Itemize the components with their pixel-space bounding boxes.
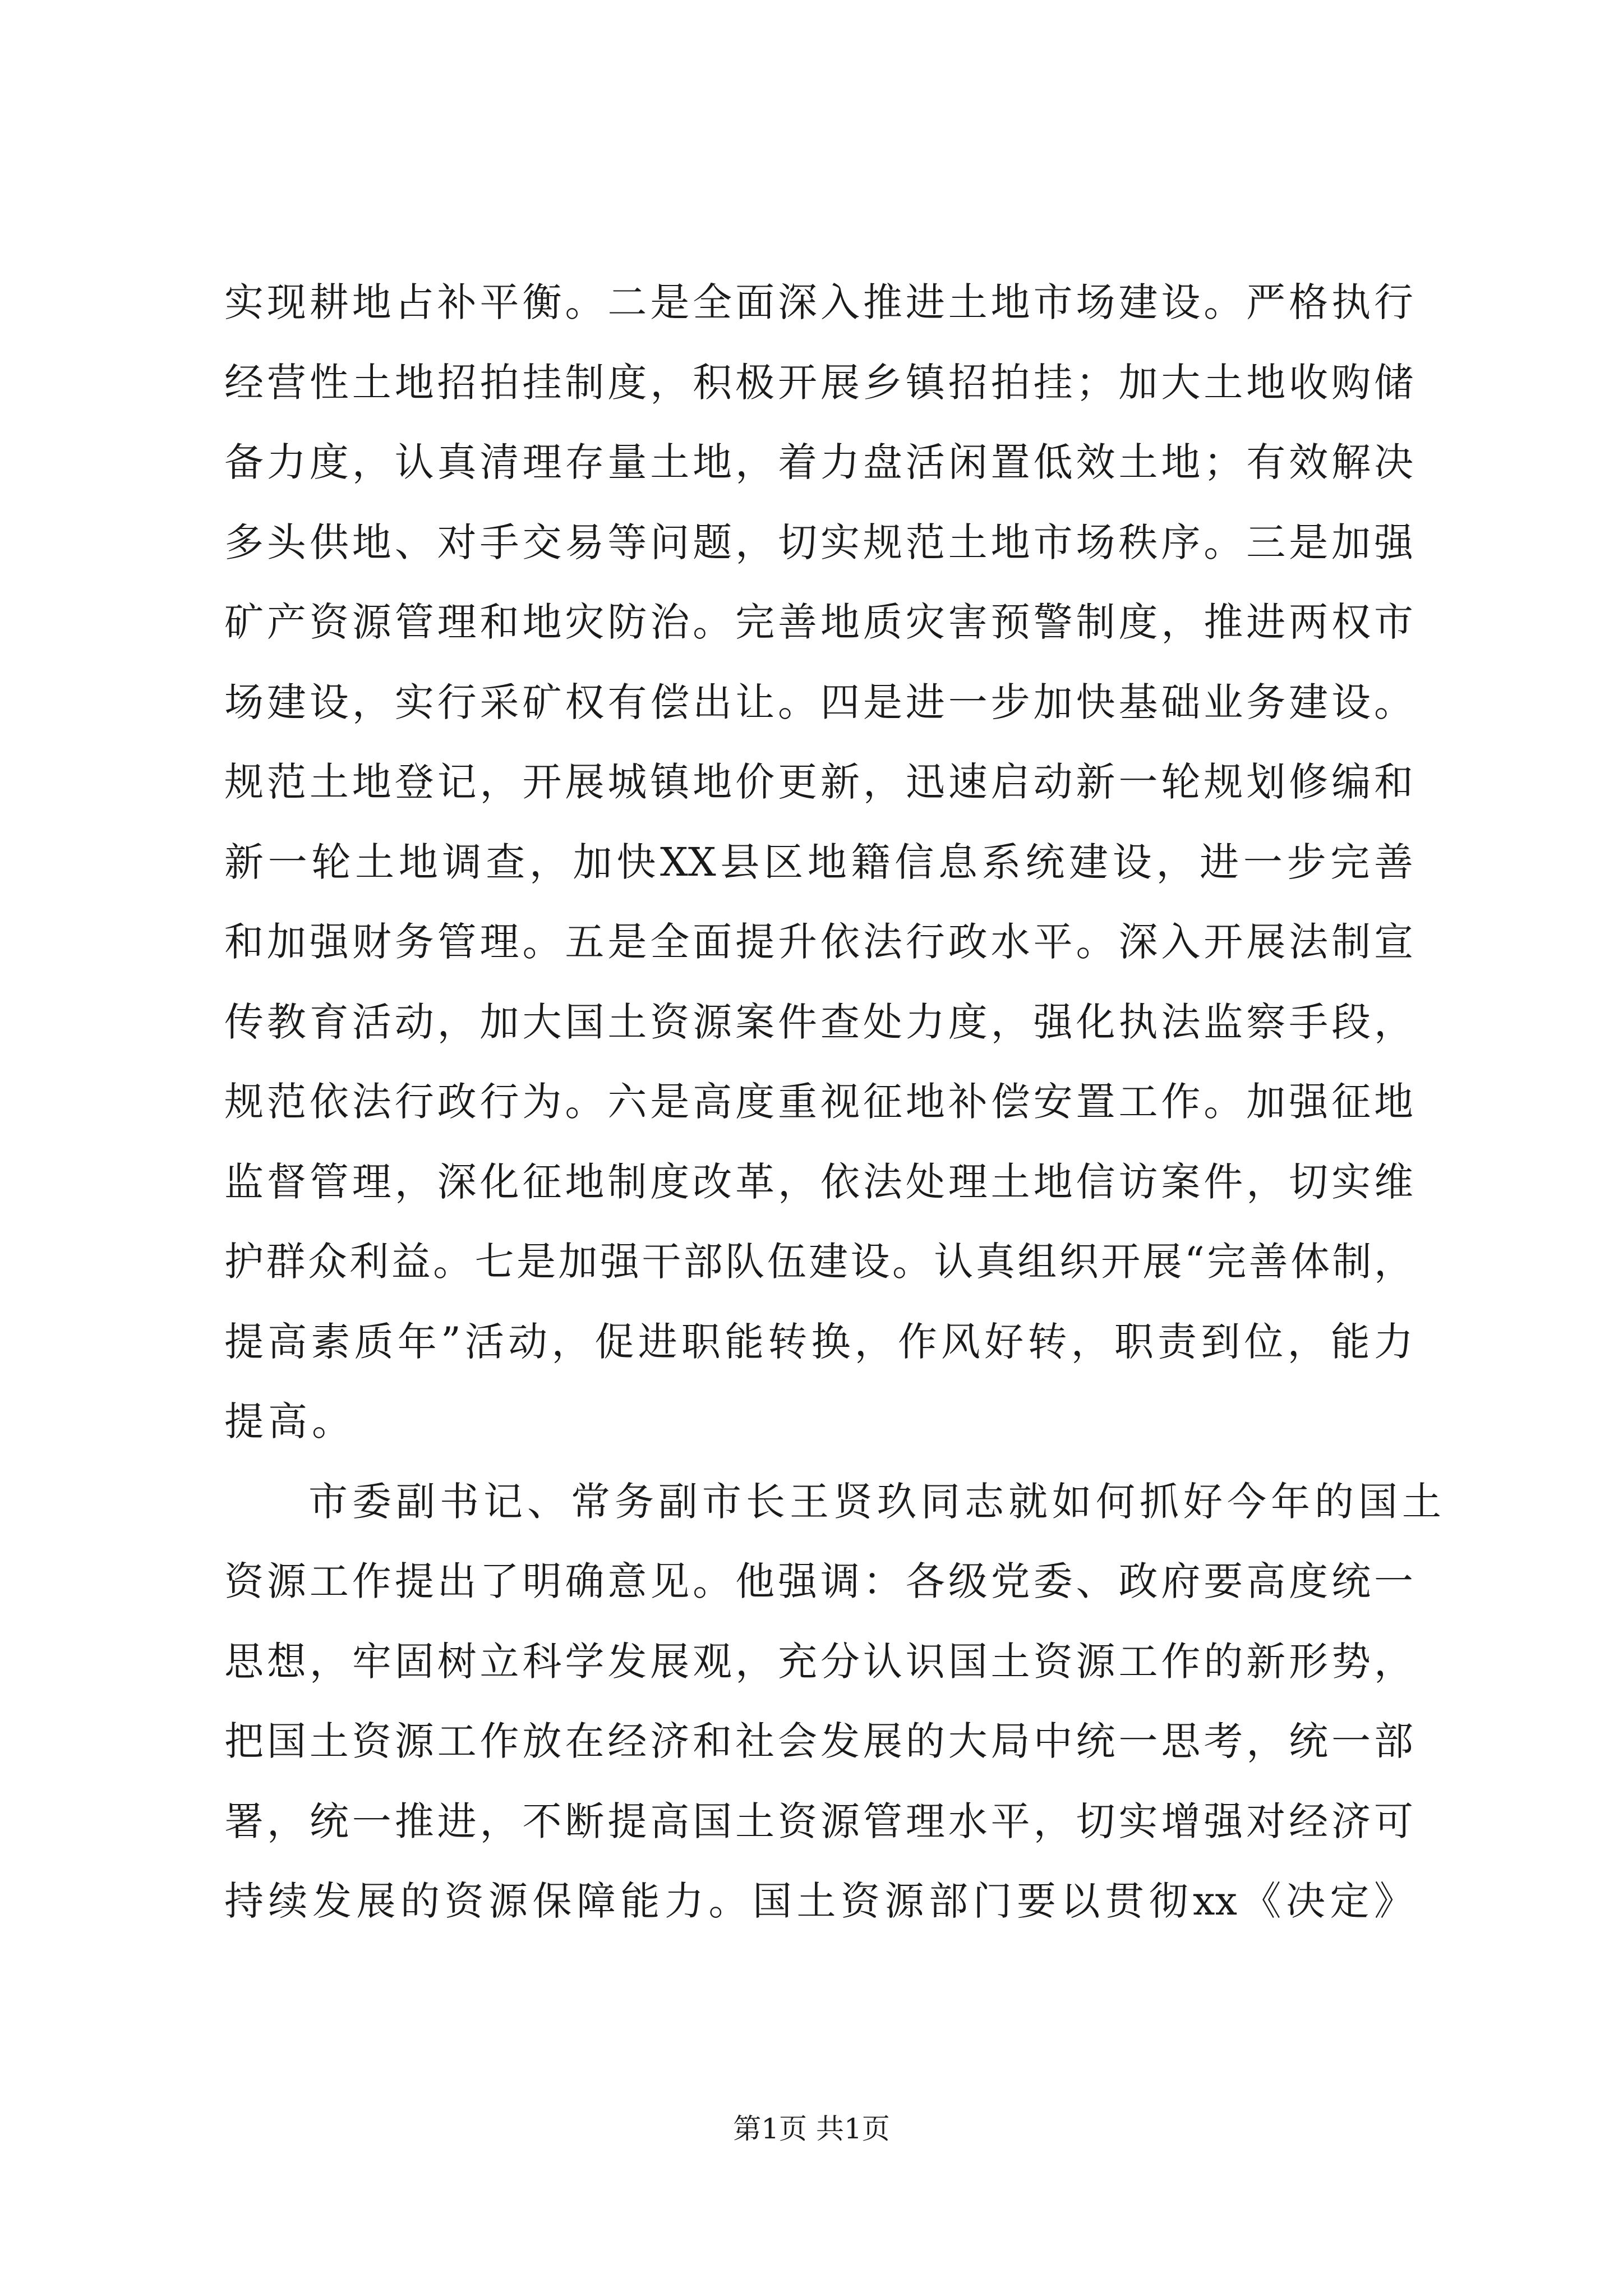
paragraph-first-line: 市委副书记、常务副市长王贤玖同志就如何抓好今年的国土 [308, 1478, 1446, 1525]
text-line: 备力度，认真清理存量土地，着力盘活闲置低效土地；有效解决 [224, 439, 1413, 485]
text-line: 持续发展的资源保障能力。国土资源部门要以贯彻xx《决定》 [224, 1878, 1413, 1924]
text-line: 经营性土地招拍挂制度，积极开展乡镇招拍挂；加大土地收购储 [224, 359, 1413, 406]
text-line: 规范土地登记，开展城镇地价更新，迅速启动新一轮规划修编和 [224, 759, 1413, 805]
text-line: 把国土资源工作放在经济和社会发展的大局中统一思考，统一部 [224, 1718, 1413, 1764]
text-line: 场建设，实行采矿权有偿出让。四是进一步加快基础业务建设。 [224, 679, 1413, 725]
text-line: 和加强财务管理。五是全面提升依法行政水平。深入开展法制宣 [224, 919, 1413, 965]
text-line: 矿产资源管理和地灾防治。完善地质灾害预警制度，推进两权市 [224, 599, 1413, 645]
text-line: 规范依法行政行为。六是高度重视征地补偿安置工作。加强征地 [224, 1079, 1413, 1125]
text-line: 传教育活动，加大国土资源案件查处力度，强化执法监察手段， [224, 999, 1413, 1045]
page-number-footer: 第1页 共1页 [733, 2113, 890, 2145]
text-line: 思想，牢固树立科学发展观，充分认识国土资源工作的新形势， [224, 1638, 1413, 1685]
text-line: 实现耕地占补平衡。二是全面深入推进土地市场建设。严格执行 [224, 279, 1413, 325]
text-line: 多头供地、对手交易等问题，切实规范土地市场秩序。三是加强 [224, 519, 1413, 565]
text-line: 署，统一推进，不断提高国土资源管理水平，切实增强对经济可 [224, 1798, 1413, 1844]
text-line: 监督管理，深化征地制度改革，依法处理土地信访案件，切实维 [224, 1158, 1413, 1205]
body-text [224, 263, 1446, 1941]
text-line: 新一轮土地调查，加快XX县区地籍信息系统建设，进一步完善 [224, 839, 1413, 885]
text-line: 资源工作提出了明确意见。他强调：各级党委、政府要高度统一 [224, 1558, 1413, 1604]
text-line: 护群众利益。七是加强干部队伍建设。认真组织开展“完善体制， [224, 1239, 1413, 1285]
text-line: 提高。 [224, 1398, 356, 1444]
text-line: 提高素质年”活动，促进职能转换，作风好转，职责到位，能力 [224, 1318, 1413, 1365]
